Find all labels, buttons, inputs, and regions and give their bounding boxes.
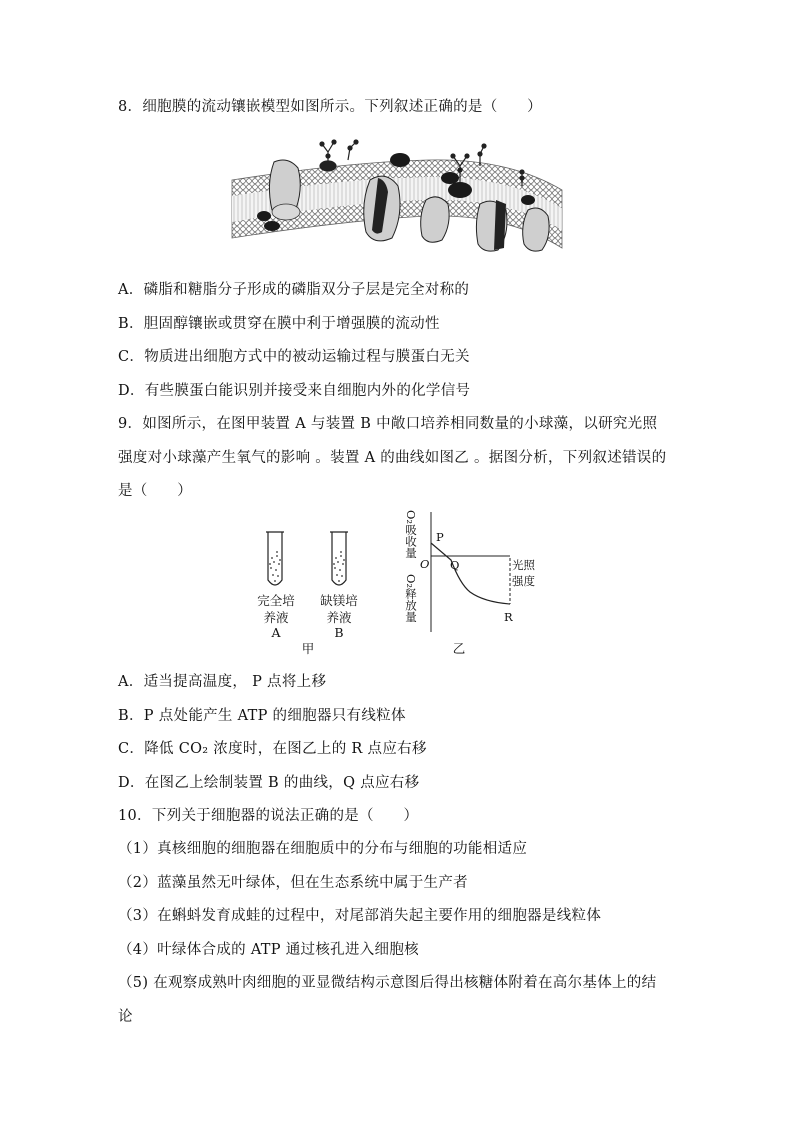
tube-b-label-line-2: 养液 bbox=[326, 610, 352, 625]
tube-b-letter: B bbox=[334, 625, 344, 640]
q9-option-b: B．P 点处能产生 ATP 的细胞器只有线粒体 bbox=[118, 708, 406, 724]
q10-item-5: （5) 在观察成熟叶肉细胞的亚显微结构示意图后得出核糖体附着在高尔基体上的结 bbox=[118, 975, 657, 991]
cell-membrane-figure bbox=[228, 130, 564, 262]
point-p-label: P bbox=[436, 530, 444, 544]
y-axis-lower-label: O₂释放量 bbox=[404, 574, 418, 623]
tube-a-label-line-2: 养液 bbox=[263, 610, 289, 625]
q8-option-a: A．磷脂和糖脂分子形成的磷脂双分子层是完全对称的 bbox=[118, 282, 470, 298]
q10-stem: 10．下列关于细胞器的说法正确的是（ ） bbox=[118, 808, 419, 824]
tube-a-label-line-1: 完全培 bbox=[257, 593, 295, 608]
q8-option-c: C．物质进出细胞方式中的被动运输过程与膜蛋白无关 bbox=[118, 349, 470, 365]
q8-option-d: D．有些膜蛋白能识别并接受来自细胞内外的化学信号 bbox=[118, 383, 471, 399]
q9-option-c: C．降低 CO₂ 浓度时，在图乙上的 R 点应右移 bbox=[118, 741, 427, 757]
q10-item-2: （2）蓝藻虽然无叶绿体，但在生态系统中属于生产者 bbox=[118, 875, 468, 891]
caption-yi: 乙 bbox=[452, 641, 466, 656]
point-r-label: R bbox=[504, 610, 513, 624]
test-tube-a bbox=[266, 532, 284, 585]
q8-stem: 8．细胞膜的流动镶嵌模型如图所示。下列叙述正确的是（ ） bbox=[118, 99, 542, 115]
test-tube-b bbox=[330, 532, 348, 585]
q9-stem-line-1: 9．如图所示，在图甲装置 A 与装置 B 中敞口培养相同数量的小球藻，以研究光照 bbox=[118, 416, 658, 432]
tube-b-label-line-1: 缺镁培 bbox=[320, 593, 358, 608]
x-axis-label-line-2: 强度 bbox=[512, 574, 535, 588]
q9-option-d: D．在图乙上绘制装置 B 的曲线，Q 点应右移 bbox=[118, 775, 420, 791]
q10-item-1: （1）真核细胞的细胞器在细胞质中的分布与细胞的功能相适应 bbox=[118, 841, 528, 857]
origin-label: O bbox=[420, 557, 430, 571]
q9-stem-line-2: 强度对小球藻产生氧气的影响 。装置 A 的曲线如图乙 。据图分析，下列叙述错误的 bbox=[118, 450, 667, 466]
q10-item-4: （4）叶绿体合成的 ATP 通过核孔进入细胞核 bbox=[118, 942, 419, 958]
q10-item-3: （3）在蝌蚪发育成蛙的过程中，对尾部消失起主要作用的细胞器是线粒体 bbox=[118, 908, 602, 924]
q9-option-a: A．适当提高温度， P 点将上移 bbox=[118, 674, 327, 690]
point-q-label: Q bbox=[450, 558, 460, 572]
q10-item-5-tail: 论 bbox=[118, 1009, 133, 1025]
tube-a-letter: A bbox=[271, 625, 281, 640]
y-axis-upper-label: O₂吸收量 bbox=[404, 510, 418, 559]
q9-figure bbox=[248, 508, 568, 660]
caption-jia: 甲 bbox=[301, 641, 315, 656]
x-axis-label-line-1: 光照 bbox=[512, 558, 535, 572]
q8-option-b: B．胆固醇镶嵌或贯穿在膜中利于增强膜的流动性 bbox=[118, 316, 440, 332]
q9-stem-line-3: 是（ ） bbox=[118, 483, 192, 499]
